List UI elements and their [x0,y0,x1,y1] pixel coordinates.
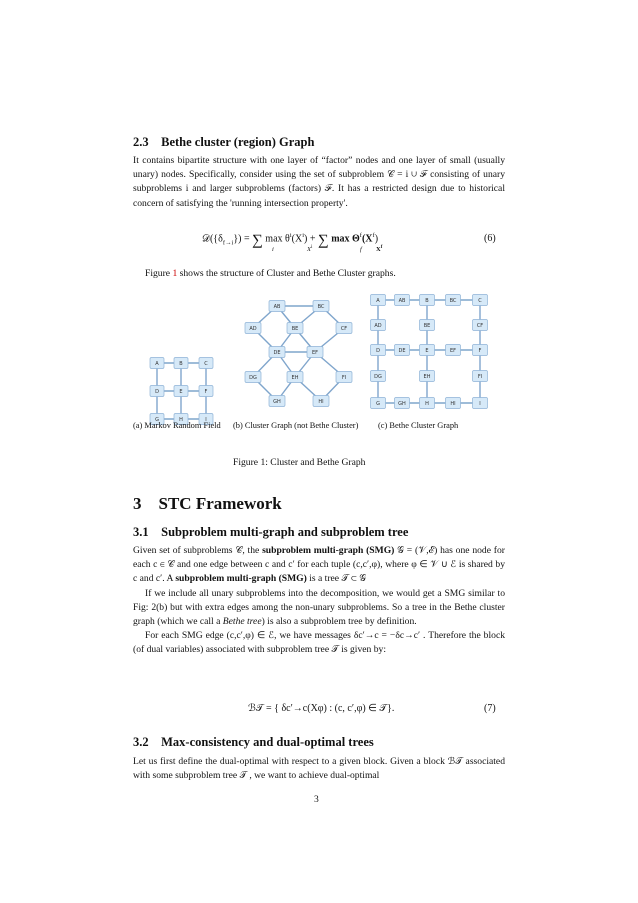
text-span: is a tree 𝒯 ⊂ 𝒢 [306,573,367,585]
svg-text:AD: AD [374,322,382,329]
cluster-node-cf [336,323,352,334]
svg-text:I: I [479,400,481,407]
bethe-node-fi [473,371,488,382]
text-span: 𝒢 = (𝒱,ℰ) has one node for each c ∈ 𝒞 and one edge between c and c′ for each tuple (c,c′,φ), where φ ∈ 𝒱 ∪ ℰ is shared by c and c′. A [133,545,505,585]
eq6-term2c: ) [374,233,379,245]
svg-text:G: G [155,416,159,423]
paragraph-text: Let us first define the dual-optimal with respect to a given block. Given a block ℬ𝒯 associated with some subproblem tree 𝒯 , we want to achieve dual-optimal [133,756,505,782]
svg-text:CF: CF [340,325,348,332]
svg-text:AB: AB [273,303,281,310]
svg-text:BC: BC [317,303,325,310]
text-span: If we include all unary subproblems into the decomposition, we would get a SMG similar to Fig: 2(b) but with extra edges among the non-unary subproblems. So a tree in the Bethe cluster graph (which we call a [133,587,505,628]
svg-text:H: H [179,416,183,423]
page-number: 3 [314,794,319,805]
svg-text:DG: DG [374,373,382,380]
section-title: STC Framework [158,494,282,513]
eq6-term1: max θ [265,233,290,245]
paragraph-text: It contains bipartite structure with one layer of “factor” nodes and one layer of small (usually unary) nodes. Specifically, consider using the set of subproblem 𝒞 = i ∪ ℱ consisting of unary subproblems i and larger subproblems (factors) ℱ. It has a restricted design due to historical concern of satisfying the 'running intersection property'. [133,155,505,209]
svg-text:BE: BE [423,322,431,329]
text-span: Given set of subproblems 𝒞, the [133,545,263,556]
caption-c: (c) Bethe Cluster Graph [378,421,459,430]
bethe-node-bc [446,295,461,306]
svg-text:FI: FI [341,374,347,381]
bethe-node-be [420,320,435,331]
paragraph-dual-optimal [133,755,505,783]
eq6-lhs-sub: f→i [222,239,234,247]
eq6-lhs: 𝒟({δ [202,233,223,245]
svg-text:DE: DE [398,347,406,354]
section-number: 3.1 [133,525,149,539]
bethe-node-i [473,398,488,409]
mrf-node-a [150,358,164,369]
bold-term: subproblem multi-graph (SMG) [175,573,307,585]
figure-link[interactable]: 1 [172,268,178,279]
bethe-node-ab [395,295,410,306]
cluster-node-eh [287,372,303,383]
bethe-node-a [371,295,386,306]
equation-6: $𝒟(\{\delta_{f\to i}\})$ = ∑ $\max \theta^i(X^i)$ + ∑ $\max \Theta^f(X^f)$ [202,232,379,249]
svg-text:D: D [376,347,380,354]
svg-text:AB: AB [398,297,406,304]
svg-text:GH: GH [398,400,406,407]
text-span: ) is also a subproblem tree by definition. [261,616,417,628]
svg-text:CF: CF [476,322,484,329]
bethe-node-c [473,295,488,306]
svg-text:F: F [204,388,208,395]
bethe-node-g [371,398,386,409]
svg-text:A: A [155,360,159,367]
cluster-node-ef [307,347,323,358]
paragraph-bethe-intro [133,154,505,211]
eq6-term2: max Θ [331,233,360,245]
section-title: Subproblem multi-graph and subproblem tree [161,525,409,539]
section-number: 3 [133,494,142,513]
mrf-node-c [199,358,213,369]
sum-symbol: ∑ [252,232,263,249]
cluster-node-bc [313,301,329,312]
figure-b-cluster-graph [233,295,368,415]
svg-text:HI: HI [450,400,456,407]
bethe-node-dg [371,371,386,382]
bethe-node-hi [446,398,461,409]
svg-text:GH: GH [273,398,281,405]
svg-text:E: E [425,347,429,354]
cluster-node-dg [245,372,261,383]
bethe-node-h [420,398,435,409]
bethe-node-d [371,345,386,356]
svg-text:D: D [155,388,159,395]
caption-b: (b) Cluster Graph (not Bethe Cluster) [233,421,359,430]
bethe-node-de [395,345,410,356]
equation-7: ℬ𝒯 = { δc′→c(Xφ) : (c, c′,φ) ∈ 𝒯}. [248,703,395,714]
svg-text:B: B [179,360,183,367]
svg-text:F: F [478,347,482,354]
section-3-2-heading [133,735,374,750]
svg-text:C: C [204,360,208,367]
section-2-3-heading [133,135,314,150]
svg-text:G: G [376,400,380,407]
cluster-node-be [287,323,303,334]
svg-text:BE: BE [291,325,299,332]
svg-text:FI: FI [477,373,483,380]
svg-text:EF: EF [449,347,457,354]
svg-text:BC: BC [449,297,457,304]
bethe-node-f [473,345,488,356]
cluster-node-ab [269,301,285,312]
svg-text:DG: DG [249,374,257,381]
section-title: Max-consistency and dual-optimal trees [161,735,374,749]
svg-text:AD: AD [249,325,257,332]
eq6-term1b: (X [291,233,303,245]
text-span: shows the structure of Cluster and Bethe Cluster graphs. [177,268,396,279]
bethe-node-gh [395,398,410,409]
section-number: 2.3 [133,135,149,149]
eq6-max-index-xi: $X^i$ [307,245,313,254]
paragraph-text: For each SMG edge (c,c′,φ) ∈ ℰ, we have messages δc′→c = −δc→c′ . Therefore the block (of dual variables) associated with subproblem tree 𝒯 is given by: [133,630,505,656]
section-3-heading [133,494,282,514]
figure-b-edges [253,303,347,401]
section-title: Bethe cluster (region) Graph [161,135,315,149]
bold-term: subproblem multi-graph (SMG) [262,545,395,556]
eq6-sum-index-f: f [360,246,362,253]
mrf-node-d [150,386,164,397]
svg-text:HI: HI [318,398,324,405]
svg-text:H: H [425,400,429,407]
svg-text:C: C [478,297,482,304]
italic-term: Bethe tree [222,616,262,628]
mrf-node-e [174,386,188,397]
caption-a: (a) Markov Random Field [133,421,221,430]
svg-text:B: B [425,297,429,304]
svg-text:EH: EH [291,374,299,381]
figure-c-bethe-cluster-graph [368,292,490,418]
svg-text:EH: EH [423,373,431,380]
eq6-term1c: ) + [304,233,318,245]
cluster-node-de [269,347,285,358]
svg-text:A: A [376,297,380,304]
bethe-node-ad [371,320,386,331]
svg-text:EF: EF [311,349,319,356]
eq6-sum-index-i: i [272,246,274,253]
mrf-node-b [174,358,188,369]
eq6-lhs-end: }) = [233,233,253,245]
section-number: 3.2 [133,735,149,749]
paragraph-smg-definition [133,544,505,658]
sum-symbol: ∑ [317,232,329,249]
eq6-term2b: (X [361,233,373,245]
svg-text:I: I [205,416,207,423]
svg-text:DE: DE [273,349,281,356]
mrf-node-f [199,386,213,397]
equation-number-7: (7) [484,703,496,714]
section-3-1-heading [133,525,408,540]
paragraph-figure-ref [133,267,505,281]
cluster-node-fi [336,372,352,383]
bethe-node-cf [473,320,488,331]
bethe-node-eh [420,371,435,382]
cluster-node-hi [313,396,329,407]
eq6-max-index-xf: $X^f$ [376,245,383,254]
text-span: Figure [145,268,173,279]
equation-number-6: (6) [484,233,496,244]
bethe-node-e [420,345,435,356]
bethe-node-ef [446,345,461,356]
figure-caption: Figure 1: Cluster and Bethe Graph [233,457,366,468]
cluster-node-gh [269,396,285,407]
cluster-node-ad [245,323,261,334]
bethe-node-b [420,295,435,306]
svg-text:E: E [179,388,183,395]
